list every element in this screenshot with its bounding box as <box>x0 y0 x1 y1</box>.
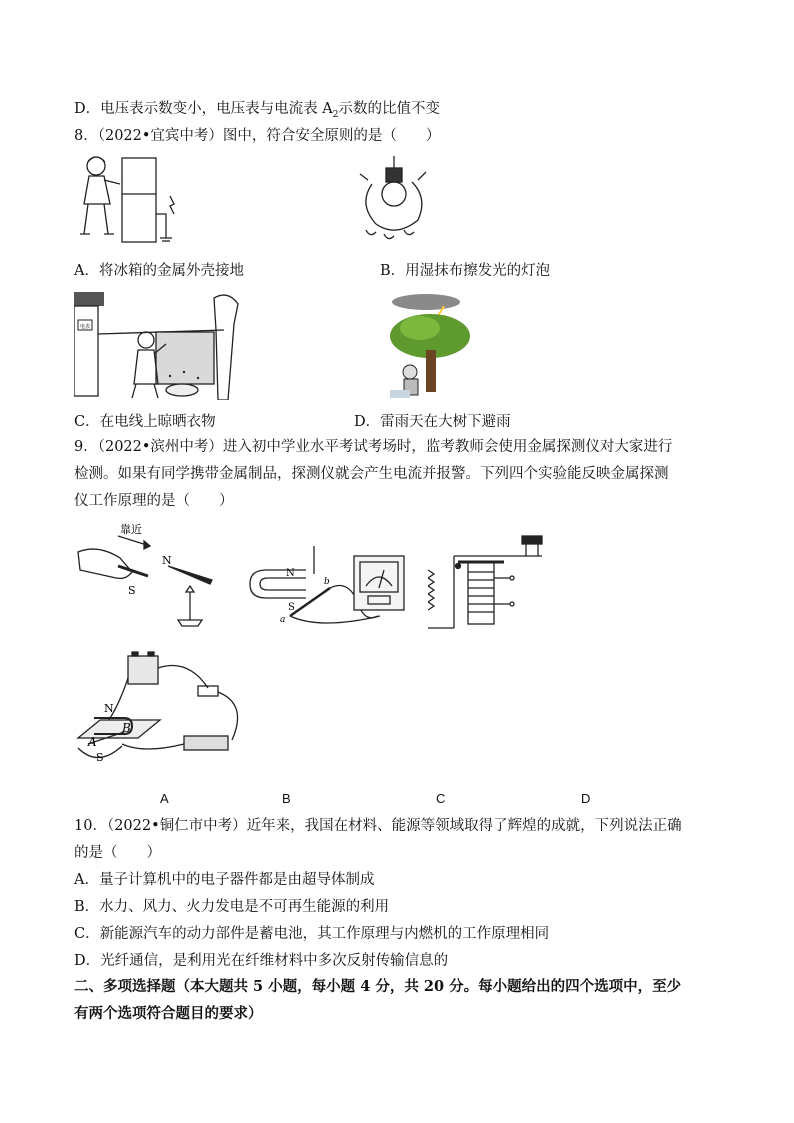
fig-d-s-label: S <box>96 751 104 764</box>
fig-d-b-label: B <box>122 721 131 735</box>
q8-figure-b-lightbulb <box>352 154 437 246</box>
fig-d-a-label: A <box>88 735 97 749</box>
fig-a-n-label: N <box>162 554 172 567</box>
q8-option-d: D．雷雨天在大树下避雨 <box>354 414 511 430</box>
q7-option-d <box>74 99 440 125</box>
q9-figure-c-electromagnet <box>428 532 550 632</box>
fig-b-a-label: a <box>280 615 286 625</box>
q9-figure-a-compass <box>74 522 224 632</box>
induction-galvanometer-illustration <box>246 540 416 630</box>
q9-figure-b-galvanometer <box>246 540 416 630</box>
q10-option-b: B．水力、风力、火力发电是不可再生能源的利用 <box>74 899 390 915</box>
magnet-compass-illustration <box>74 522 224 632</box>
q7-option-d-text-end: 示数的比值不变 <box>338 101 440 117</box>
q10-option-a: A．量子计算机中的电子器件都是由超导体制成 <box>74 872 375 888</box>
electromagnet-relay-illustration <box>428 532 550 632</box>
q10-stem-line1: 10．（2022•铜仁市中考）近年来，我国在材料、能源等领域取得了辉煌的成就，下列说法正确 <box>74 818 682 834</box>
q8-option-c: C．在电线上晾晒衣物 <box>74 414 216 430</box>
meter-label: 电表 <box>80 324 91 330</box>
q8-stem: 8．（2022•宜宾中考）图中，符合安全原则的是（ ） <box>74 128 441 144</box>
q7-option-d-subscript: 2 <box>332 109 339 120</box>
q8-option-b: B．用湿抹布擦发光的灯泡 <box>380 263 551 279</box>
q9-label-d: D <box>581 791 591 806</box>
tree-lightning-illustration <box>384 292 474 398</box>
clothes-on-wire-illustration <box>74 290 242 400</box>
q8-figure-a-fridge <box>74 154 184 246</box>
wet-cloth-bulb-illustration <box>352 154 437 246</box>
q9-figure-d-motor-circuit <box>74 648 248 768</box>
fig-a-near-label: 靠近 <box>120 523 142 536</box>
fig-a-s-label: S <box>128 584 136 597</box>
q7-option-d-text: D．电压表示数变小，电压表与电流表 A <box>74 101 333 117</box>
q9-stem-line3: 仪工作原理的是（ ） <box>74 493 234 509</box>
q10-option-d: D．光纤通信，是利用光在纤维材料中多次反射传输信息的 <box>74 953 449 969</box>
q8-figure-c-clothes <box>74 290 242 400</box>
q10-option-c: C．新能源汽车的动力部件是蓄电池，其工作原理与内燃机的工作原理相同 <box>74 926 550 942</box>
q9-label-c: C <box>436 791 446 806</box>
q9-stem-line1: 9．（2022•滨州中考）进入初中学业水平考试考场时，监考教师会使用金属探测仪对大家进行 <box>74 439 673 455</box>
q8-figure-d-tree <box>384 292 474 398</box>
q9-label-a: A <box>160 791 169 806</box>
q9-stem-line2: 检测。如果有同学携带金属制品，探测仪就会产生电流并报警。下列四个实验能反映金属探测 <box>74 466 669 482</box>
q8-option-a: A．将冰箱的金属外壳接地 <box>74 263 244 279</box>
q9-label-b: B <box>282 791 291 806</box>
fig-d-n-label: N <box>104 702 114 715</box>
electromagnetic-force-circuit-illustration <box>74 648 248 768</box>
section2-heading-line2: 有两个选项符合题目的要求） <box>74 1005 263 1022</box>
fridge-grounding-illustration <box>74 154 184 246</box>
fig-b-s-label: S <box>288 602 295 613</box>
fig-b-b-label: b <box>324 577 330 587</box>
q10-stem-line2: 的是（ ） <box>74 845 161 861</box>
fig-b-n-label: N <box>286 568 295 579</box>
section2-heading-line1: 二、多项选择题（本大题共 5 小题，每小题 4 分，共 20 分。每小题给出的四个选项中，至少 <box>74 978 682 995</box>
